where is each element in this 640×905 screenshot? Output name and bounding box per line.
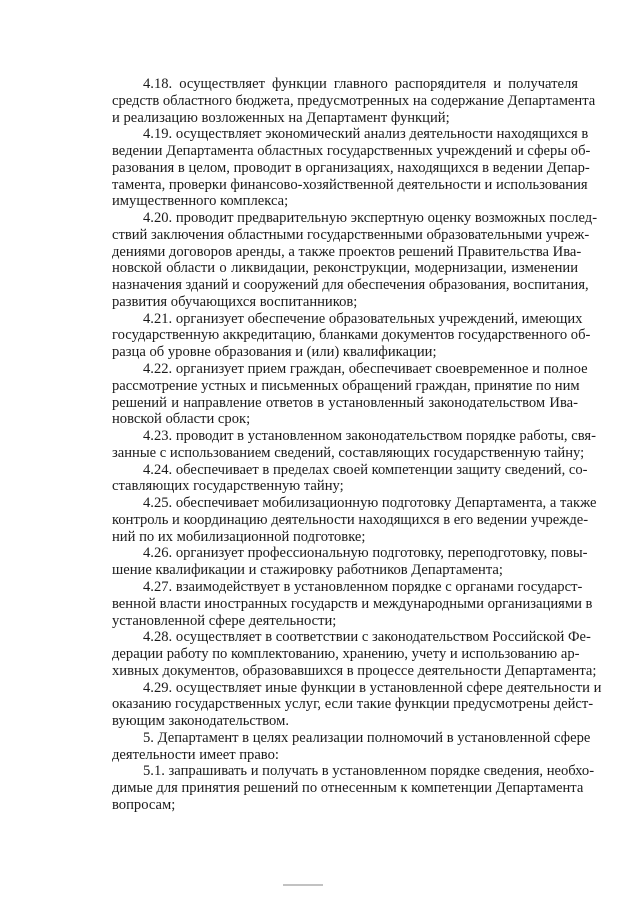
paragraph-4-18	[112, 76, 596, 126]
text-line: 4.28. осуществляет в соответствии с законодательством Российской Фе-	[143, 629, 591, 646]
text-line: контроль и координацию деятельности находящихся в его ведении учрежде-	[112, 511, 589, 528]
text-line: 4.23. проводит в установленном законодательством порядке работы, свя-	[143, 428, 596, 445]
paragraph-4-28	[112, 629, 597, 679]
text-line: ведении Департамента областных государственных учреждений и сферы об-	[112, 143, 591, 160]
text-line: 4.20. проводит предварительную экспертную оценку возможных послед-	[143, 210, 598, 227]
text-line: и реализацию возложенных на Департамент функций;	[112, 109, 450, 126]
text-line: 4.22. организует прием граждан, обеспечивает своевременное и полное	[143, 361, 588, 378]
paragraph-4-22	[112, 361, 588, 428]
paragraph-4-19	[112, 126, 591, 210]
text-line: 4.26. организует профессиональную подготовку, переподготовку, повы-	[143, 545, 588, 562]
text-line: хивных документов, образовавшихся в процессе деятельности Департамента;	[112, 662, 597, 679]
text-line: средств областного бюджета, предусмотренных на содержание Департамента	[112, 92, 596, 109]
text-line: ний по их мобилизационной подготовке;	[112, 528, 366, 545]
text-line: назначения зданий и сооружений для обеспечения образования, воспитания,	[112, 277, 589, 294]
text-line: ставляющих государственную тайну;	[112, 478, 344, 495]
text-line: димые для принятия решений по отнесенным к компетенции Департамента	[112, 780, 584, 797]
text-line: шение квалификации и стажировку работников Департамента;	[112, 562, 503, 579]
text-line: вопросам;	[112, 796, 176, 813]
paragraph-4-20	[112, 210, 598, 311]
text-line: установленной сфере деятельности;	[112, 612, 337, 629]
text-line: 5.1. запрашивать и получать в установленном порядке сведения, необхо-	[143, 763, 595, 780]
text-line: имущественного комплекса;	[112, 193, 289, 210]
text-line: 4.21. организует обеспечение образовательных учреждений, имеющих	[143, 310, 583, 327]
text-line: венной власти иностранных государств и международными организациями в	[112, 595, 593, 612]
text-line: дениями договоров аренды, а также проектов решений Правительства Ива-	[112, 243, 582, 260]
text-line: тамента, проверки финансово-хозяйственной деятельности и использования	[112, 176, 588, 193]
text-line: разца об уровне образования и (или) квалификации;	[112, 344, 437, 361]
text-line: оказанию государственных услуг, если такие функции предусмотрены дейст-	[112, 696, 594, 713]
text-line: вующим законодательством.	[112, 713, 289, 730]
paragraph-4-21	[112, 310, 591, 361]
text-line: дерации работу по комплектованию, хранению, учету и использованию ар-	[112, 646, 580, 663]
scan-smudge	[283, 884, 323, 886]
text-line: 4.18. осуществляет функции главного распорядителя и получателя	[143, 76, 578, 92]
text-line: деятельности имеет право:	[112, 746, 279, 763]
text-line: государственную аккредитацию, бланками документов государственного об-	[112, 327, 591, 344]
text-line: 4.27. взаимодействует в установленном порядке с органами государст-	[143, 578, 583, 595]
text-line: новской области о ликвидации, реконструкции, модернизации, изменении	[112, 260, 578, 277]
text-line: рассмотрение устных и письменных обращений граждан, принятие по ним	[112, 377, 580, 394]
text-line: разования в целом, проводит в организациях, находящихся в ведении Депар-	[112, 159, 590, 176]
paragraph-4-25	[112, 495, 597, 545]
paragraph-4-27	[112, 578, 593, 629]
paragraph-4-29	[112, 679, 602, 730]
paragraph-5-1	[112, 763, 595, 813]
text-line: 4.19. осуществляет экономический анализ деятельности находящихся в	[143, 126, 589, 143]
text-line: 5. Департамент в целях реализации полномочий в установленной сфере	[143, 729, 591, 746]
text-line: решений и направление ответов в установленный законодательством Ива-	[112, 394, 578, 411]
text-line: развития обучающихся воспитанников;	[112, 293, 358, 310]
text-line: новской области срок;	[112, 411, 251, 428]
text-line: занные с использованием сведений, составляющих государственную тайну;	[112, 444, 585, 461]
paragraph-5	[112, 729, 591, 764]
text-line: 4.29. осуществляет иные функции в установленной сфере деятельности и	[143, 679, 602, 696]
paragraph-4-26	[112, 545, 588, 579]
paragraph-4-24	[112, 461, 588, 496]
text-line: ствий заключения областными государственными образовательными учреж-	[112, 226, 590, 243]
text-line: 4.25. обеспечивает мобилизационную подготовку Департамента, а также	[143, 495, 597, 512]
document-body	[112, 76, 602, 814]
text-line: 4.24. обеспечивает в пределах своей компетенции защиту сведений, со-	[143, 461, 588, 478]
paragraph-4-23	[112, 428, 596, 462]
